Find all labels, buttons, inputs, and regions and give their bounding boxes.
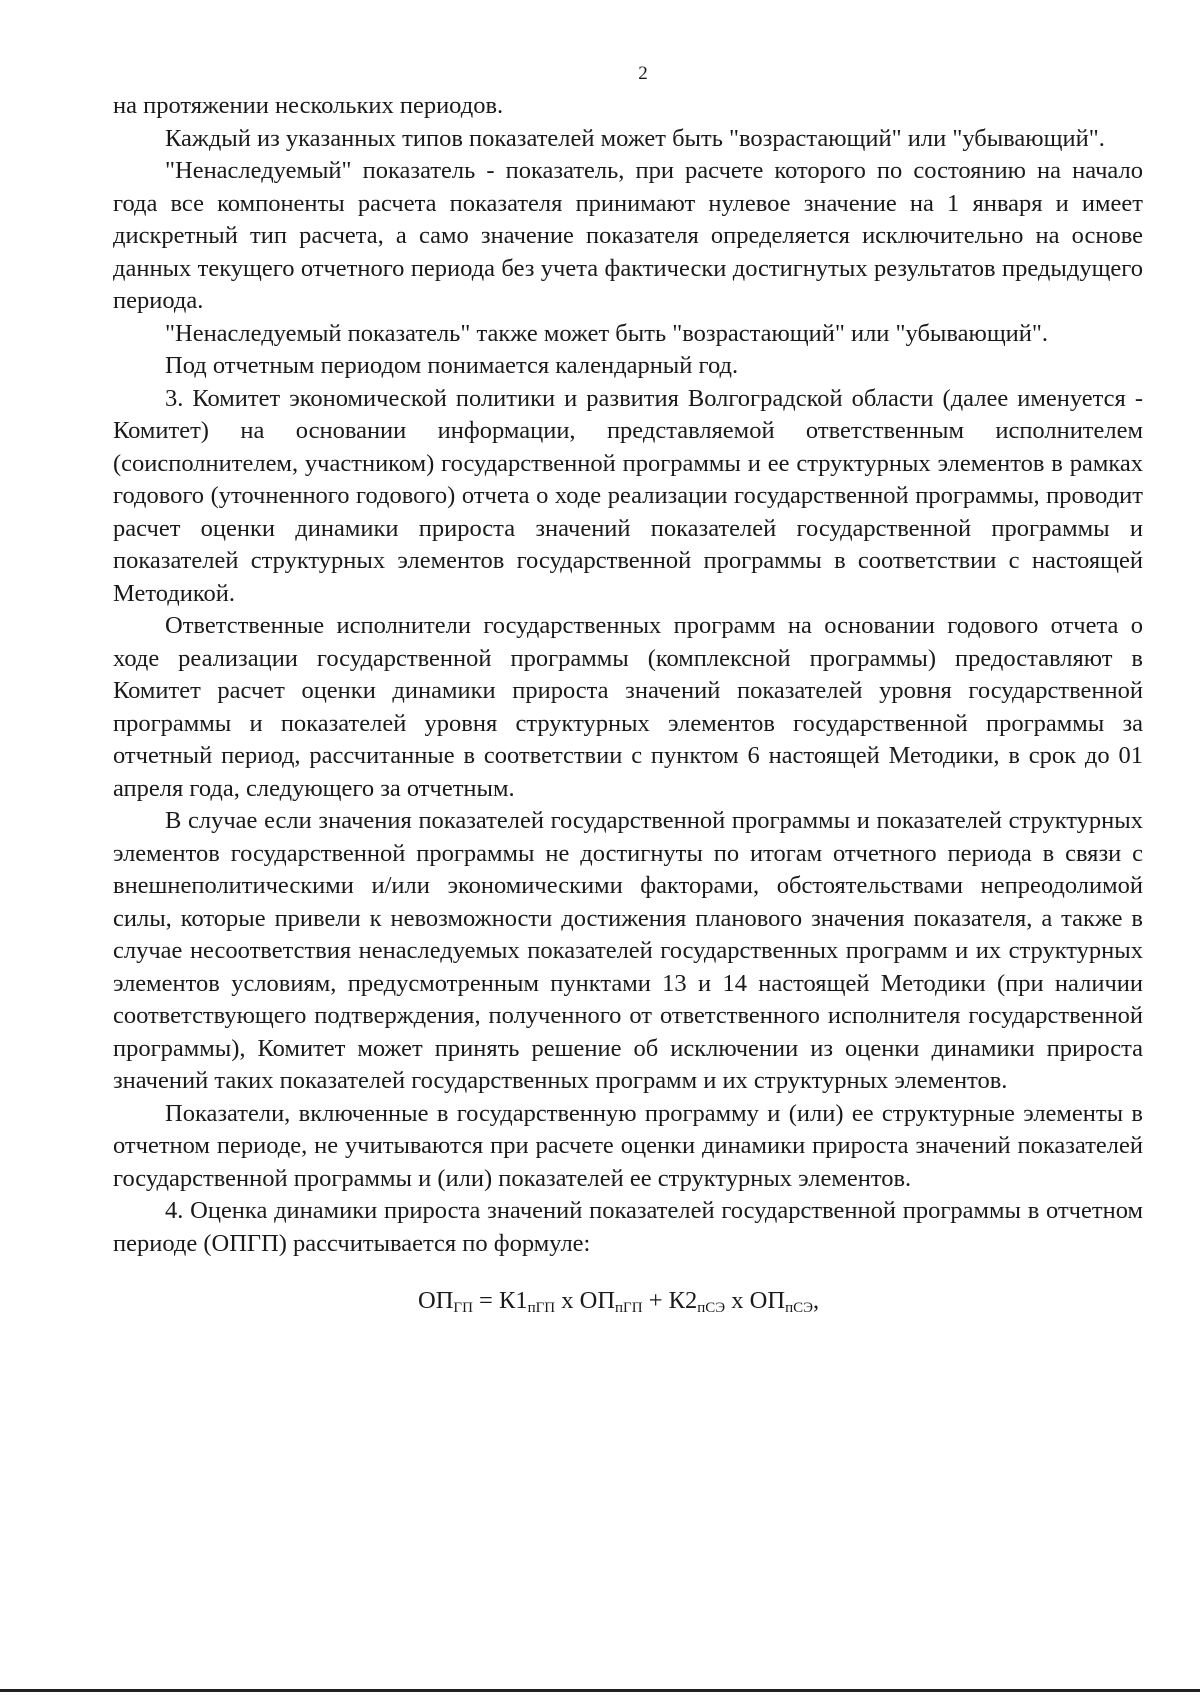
formula-subscript: пСЭ bbox=[785, 1300, 813, 1316]
formula bbox=[113, 1285, 1143, 1324]
formula-term: К2 bbox=[668, 1287, 698, 1314]
paragraph: Показатели, включенные в государственную программу и (или) ее структурные элементы в отчетном периоде, не учитываются при расчете оценки динамики прироста значений показателей государственной программы и (или) показателей ее структурных элементов. bbox=[113, 1099, 1143, 1192]
formula-equals: = bbox=[472, 1287, 499, 1314]
formula-term: К1 bbox=[498, 1287, 528, 1314]
formula-lhs: ОП bbox=[418, 1287, 454, 1314]
paragraph: 4. Оценка динамики прироста значений показателей государственной программы в отчетном периоде (ОПГП) рассчитывается по формуле: bbox=[113, 1197, 1143, 1257]
paragraph: на протяжении нескольких периодов. bbox=[113, 92, 504, 119]
paragraph: Ответственные исполнители государственных программ на основании годового отчета о ходе реализации государственной программы (комплексной программы) предоставляют в Комитет расчет оценки динамики прироста значений показателей уровня государственной программы и показателей уровня структурных элементов государственной программы за отчетный период, рассчитанные в соответствии с пунктом 6 настоящей Методики, в срок до 01 апреля года, следующего за отчетным. bbox=[113, 612, 1143, 802]
formula-term: ОП bbox=[749, 1287, 786, 1314]
formula-subscript: пСЭ bbox=[697, 1300, 726, 1316]
paragraph: Каждый из указанных типов показателей может быть "возрастающий" или "убывающий". bbox=[165, 124, 1105, 152]
paragraph: Под отчетным периодом понимается календарный год. bbox=[165, 352, 739, 379]
formula-term: ОП bbox=[579, 1287, 616, 1314]
formula-subscript: пГП bbox=[615, 1300, 643, 1316]
paragraph: "Ненаследуемый показатель" также может быть "возрастающий" или "убывающий". bbox=[165, 319, 1049, 347]
page-number: 2 bbox=[638, 63, 648, 84]
formula-subscript: ГП bbox=[453, 1300, 473, 1316]
formula-tail: , bbox=[813, 1287, 820, 1314]
paragraph: 3. Комитет экономической политики и развития Волгоградской области (далее именуется - Комитет) на основании информации, представляемой ответственным исполнителем (соисполнителем, участником) государственной программы и ее структурных элементов в рамках годового (уточненного годового) отчета о ходе реализации государственной программы, проводит расчет оценки динамики прироста значений показателей государственной программы и показателей структурных элементов государственной программы в соответствии с настоящей Методикой. bbox=[113, 384, 1143, 607]
formula-subscript: пГП bbox=[527, 1300, 556, 1316]
scan-edge-line bbox=[0, 1689, 1200, 1692]
formula-operator: + bbox=[642, 1287, 669, 1314]
formula-operator: x bbox=[555, 1287, 580, 1314]
formula-operator: x bbox=[725, 1287, 750, 1314]
document-page bbox=[113, 58, 1143, 1324]
paragraph: В случае если значения показателей государственной программы и показателей структурных элементов государственной программы не достигнуты по итогам отчетного периода в связи с внешнеполитическими и/или экономическими факторами, обстоятельствами непреодолимой силы, которые привели к невозможности достижения планового значения показателя, а также в случае несоответствия ненаследуемых показателей государственных программ и их структурных элементов условиям, предусмотренным пунктами 13 и 14 настоящей Методики (при наличии соответствующего подтверждения, полученного от ответственного исполнителя государственной программы), Комитет может принять решение об исключении из оценки динамики прироста значений таких показателей государственных программ и их структурных элементов. bbox=[113, 807, 1143, 1094]
paragraph: "Ненаследуемый" показатель - показатель, при расчете которого по состоянию на начало года все компоненты расчета показателя принимают нулевое значение на 1 января и имеет дискретный тип расчета, а само значение показателя определяется исключительно на основе данных текущего отчетного периода без учета фактически достигнутых результатов предыдущего периода. bbox=[113, 157, 1143, 314]
